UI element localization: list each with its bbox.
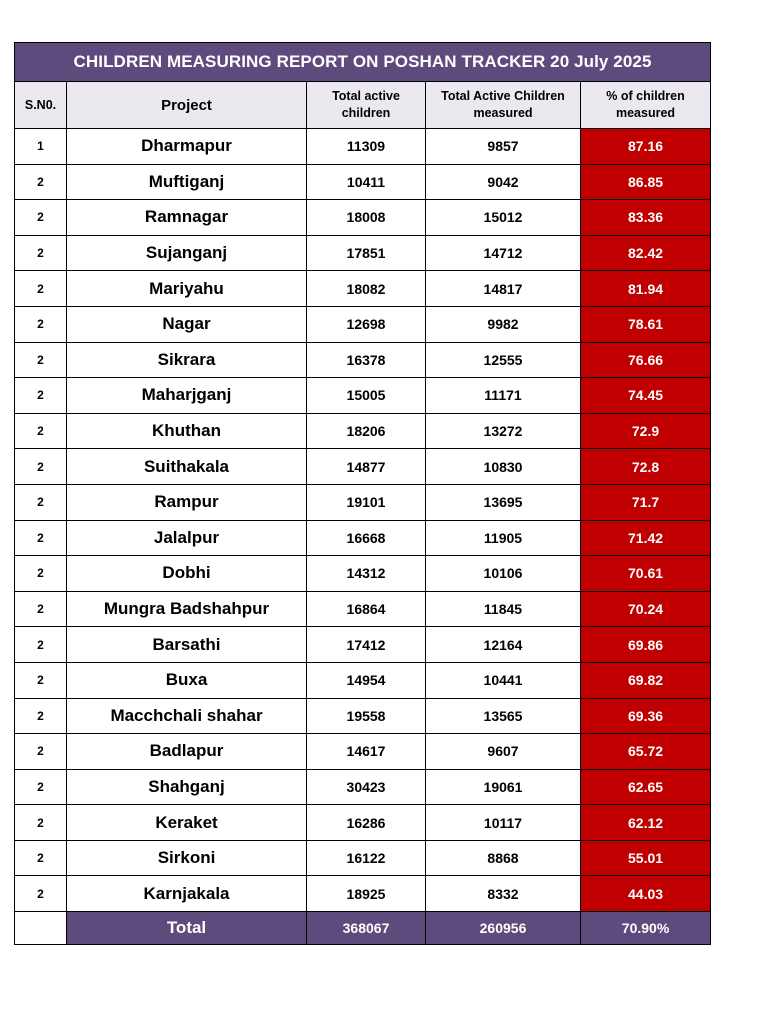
row-total-active: 16378 [307,342,426,378]
row-project: Suithakala [67,449,307,485]
row-percent: 71.42 [581,520,711,556]
row-project: Mariyahu [67,271,307,307]
table-row [15,378,711,414]
table-row [15,413,711,449]
row-percent: 78.61 [581,306,711,342]
row-sno: 2 [15,449,67,485]
table-row [15,200,711,236]
row-project: Khuthan [67,413,307,449]
row-measured: 13695 [426,484,581,520]
row-percent: 62.12 [581,805,711,841]
row-project: Sirkoni [67,840,307,876]
row-total-active: 10411 [307,164,426,200]
row-project: Sikrara [67,342,307,378]
row-sno: 2 [15,235,67,271]
row-percent: 71.7 [581,484,711,520]
row-measured: 11171 [426,378,581,414]
table-row [15,449,711,485]
row-sno: 2 [15,769,67,805]
row-measured: 10441 [426,662,581,698]
title-row [15,43,711,82]
table-row [15,520,711,556]
row-percent: 69.86 [581,627,711,663]
header-measured-line2: measured [473,106,533,120]
row-total-active: 11309 [307,129,426,165]
row-measured: 10830 [426,449,581,485]
header-sno: S.N0. [15,82,67,129]
row-total-active: 18082 [307,271,426,307]
row-sno: 2 [15,556,67,592]
row-project: Ramnagar [67,200,307,236]
row-project: Karnjakala [67,876,307,912]
header-row [15,82,711,129]
total-blank-cell [15,912,67,945]
row-total-active: 12698 [307,306,426,342]
table-row [15,591,711,627]
row-total-active: 17851 [307,235,426,271]
row-sno: 2 [15,200,67,236]
row-project: Barsathi [67,627,307,663]
row-project: Macchchali shahar [67,698,307,734]
row-total-active: 30423 [307,769,426,805]
table-row [15,769,711,805]
table-row [15,805,711,841]
total-measured-sum: 260956 [426,912,581,945]
row-sno: 2 [15,413,67,449]
row-percent: 44.03 [581,876,711,912]
header-measured [426,82,581,129]
row-percent: 76.66 [581,342,711,378]
table-row [15,734,711,770]
header-percent-line2: measured [615,106,676,120]
row-project: Rampur [67,484,307,520]
table-row [15,342,711,378]
row-sno: 2 [15,627,67,663]
row-project: Keraket [67,805,307,841]
row-measured: 9042 [426,164,581,200]
table-row [15,271,711,307]
row-project: Buxa [67,662,307,698]
row-percent: 70.24 [581,591,711,627]
table-row [15,698,711,734]
table-row [15,556,711,592]
total-active-sum: 368067 [307,912,426,945]
header-project: Project [67,82,307,129]
row-percent: 83.36 [581,200,711,236]
row-percent: 65.72 [581,734,711,770]
row-total-active: 17412 [307,627,426,663]
row-total-active: 19101 [307,484,426,520]
table-row [15,129,711,165]
row-measured: 11845 [426,591,581,627]
header-total-active-line2: children [341,106,391,120]
row-sno: 2 [15,662,67,698]
table-row [15,164,711,200]
row-measured: 10106 [426,556,581,592]
row-sno: 2 [15,484,67,520]
row-sno: 2 [15,876,67,912]
row-total-active: 14877 [307,449,426,485]
row-measured: 15012 [426,200,581,236]
row-sno: 2 [15,805,67,841]
table-row [15,484,711,520]
row-sno: 1 [15,129,67,165]
row-project: Sujanganj [67,235,307,271]
row-percent: 82.42 [581,235,711,271]
table-row [15,662,711,698]
row-total-active: 16864 [307,591,426,627]
table-row [15,627,711,663]
row-total-active: 14954 [307,662,426,698]
row-project: Jalalpur [67,520,307,556]
total-label: Total [67,912,307,945]
row-project: Dharmapur [67,129,307,165]
row-measured: 13272 [426,413,581,449]
header-measured-line1: Total Active Children [441,89,565,103]
header-total-active-line1: Total active [332,89,400,103]
row-percent: 55.01 [581,840,711,876]
row-measured: 9857 [426,129,581,165]
row-measured: 13565 [426,698,581,734]
row-total-active: 15005 [307,378,426,414]
row-total-active: 18008 [307,200,426,236]
row-measured: 19061 [426,769,581,805]
table-row [15,876,711,912]
row-total-active: 16122 [307,840,426,876]
row-project: Maharjganj [67,378,307,414]
row-measured: 8868 [426,840,581,876]
row-percent: 70.61 [581,556,711,592]
row-sno: 2 [15,520,67,556]
row-measured: 14817 [426,271,581,307]
row-percent: 69.36 [581,698,711,734]
row-total-active: 14312 [307,556,426,592]
row-sno: 2 [15,378,67,414]
header-percent [581,82,711,129]
row-total-active: 16668 [307,520,426,556]
total-row [15,912,711,945]
row-total-active: 16286 [307,805,426,841]
row-total-active: 19558 [307,698,426,734]
row-sno: 2 [15,164,67,200]
row-measured: 10117 [426,805,581,841]
row-sno: 2 [15,734,67,770]
row-project: Muftiganj [67,164,307,200]
row-measured: 12164 [426,627,581,663]
header-percent-line1: % of children [606,89,685,103]
row-project: Nagar [67,306,307,342]
row-measured: 12555 [426,342,581,378]
row-project: Mungra Badshahpur [67,591,307,627]
row-sno: 2 [15,698,67,734]
row-total-active: 14617 [307,734,426,770]
table-row [15,235,711,271]
report-title: CHILDREN MEASURING REPORT ON POSHAN TRACKER 20 July 2025 [15,43,711,82]
table-body [15,129,711,912]
row-measured: 9982 [426,306,581,342]
row-percent: 72.8 [581,449,711,485]
row-measured: 8332 [426,876,581,912]
row-sno: 2 [15,840,67,876]
row-sno: 2 [15,306,67,342]
row-percent: 62.65 [581,769,711,805]
row-percent: 86.85 [581,164,711,200]
row-project: Badlapur [67,734,307,770]
row-percent: 69.82 [581,662,711,698]
row-sno: 2 [15,342,67,378]
row-percent: 74.45 [581,378,711,414]
row-total-active: 18206 [307,413,426,449]
row-measured: 14712 [426,235,581,271]
row-total-active: 18925 [307,876,426,912]
header-total-active [307,82,426,129]
report-table [14,42,711,945]
row-sno: 2 [15,271,67,307]
row-percent: 87.16 [581,129,711,165]
row-percent: 72.9 [581,413,711,449]
row-measured: 11905 [426,520,581,556]
total-percent: 70.90% [581,912,711,945]
row-percent: 81.94 [581,271,711,307]
row-measured: 9607 [426,734,581,770]
row-project: Shahganj [67,769,307,805]
table-row [15,306,711,342]
row-sno: 2 [15,591,67,627]
table-row [15,840,711,876]
row-project: Dobhi [67,556,307,592]
